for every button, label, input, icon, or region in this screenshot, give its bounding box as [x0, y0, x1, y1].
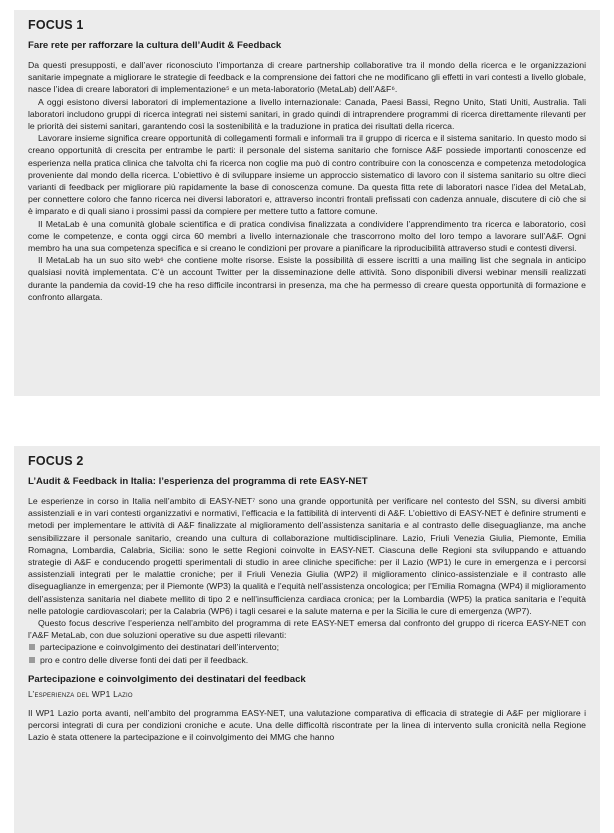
focus-1-paragraph: Lavorare insieme significa creare opportunità di collegamenti formali e informali tra il gruppo di ricerca e il sistema sanitario. In questo modo si creano opportunità di crescita per entrambe le parti: il personale del sistema sanitario che fornisce A&F possiede importanti conoscenze ed esperienza nella pratica clinica che talvolta chi fa ricerca non coglie ma può di contro contribuire con la conoscenza e competenza metodologica proveniente dal mondo della ricerca. L’obiettivo è di sviluppare insieme un approccio sistematico di lavoro con il sistema sanitario su oltre dieci varianti di feedback per migliorare più rapidamente la base di conoscenza comune. Da questa fitta rete di laboratori nasce l’idea del MetaLab, per connettere coloro che fanno ricerca nei diversi laboratori e, attraverso incontri frontali prefissati con cadenza annuale, discutere di ciò che si è imparato e di quali siano i prossimi passi da compiere per mettere tutto a fattore comune.	[28, 133, 586, 217]
focus-2-heading: FOCUS 2	[28, 454, 84, 468]
focus-1-paragraph: A oggi esistono diversi laboratori di implementazione a livello internazionale: Canada, Paesi Bassi, Regno Unito, Stati Uniti, Australia. Tali laboratori includono gruppi di ricerca integrati nei sistemi sanitari, in grado quindi di intraprendere programmi di ricerca direttamente rilevanti per le priorità dei sistemi sanitari, garantendo così la sostenibilità e la traduzione in pratica dei risultati della ricerca.	[28, 96, 586, 132]
focus-2-paragraph: Questo focus descrive l’esperienza nell’ambito del programma di rete EASY-NET emersa dal confronto del gruppo di ricerca EASY-NET con l’A&F MetaLab, con due soluzioni operative su due aspetti rilevanti:	[28, 618, 586, 641]
list-item-text: partecipazione e coinvolgimento dei destinatari dell’intervento;	[40, 642, 280, 653]
section-paragraph: Il WP1 Lazio porta avanti, nell’ambito del programma EASY-NET, una valutazione comparativa di efficacia di strategie di A&F per migliorare i percorsi integrati di cura per condizioni croniche e acute. Una delle difficoltà riscontrate per la linea di intervento sulla cronicità nella Regione Lazio è stata ottenere la partecipazione e il coinvolgimento dei MMG che hanno	[28, 707, 586, 743]
list-item	[28, 641, 586, 653]
focus-1-paragraph: Da questi presupposti, e dall’aver riconosciuto l’importanza di creare partnership collaborative tra il mondo della ricerca e le organizzazioni sanitarie impegnate a migliorare le strategie di feedback e la comprensione dei fattori che ne modificano gli effetti in vari contesti a livello globale, nasce l’idea di creare laboratori di implementazione⁵ e un meta-laboratorio (MetaLab) dell’A&F⁶.	[28, 60, 586, 95]
focus-1-box	[14, 10, 600, 396]
section-title: Partecipazione e coinvolgimento dei destinatari del feedback	[28, 673, 306, 685]
section-subtitle: L’esperienza del WP1 Lazio	[28, 688, 133, 699]
focus-2-paragraph: Le esperienze in corso in Italia nell’ambito di EASY-NET⁷ sono una grande opportunità per verificare nel contesto del SSN, su diversi ambiti assistenziali e in vari contesti organizzativi e normativi, l’efficacia e la fattibilità di interventi di A&F. L’obiettivo di EASY-NET è definire strumenti e metodi per implementare le attività di A&F finalizzate al miglioramento dell’assistenza sanitaria e al contrasto delle diseguaglianze, ma anche sensibilizzare il personale sanitario, creando una cultura di collaborazione multidisciplinare. Lazio, Friuli Venezia Giulia, Piemonte, Emilia Romagna, Lombardia, Calabria, Sicilia: sono le sette Regioni coinvolte in EASY-NET. Ciascuna delle Regioni sta sviluppando e attuando strategie di A&F e conducendo progetti sperimentali di studio in aree cliniche specifiche: per il Lazio (WP1) le cure in emergenza e i percorsi assistenziali integrati per le malattie croniche; per il Friuli Venezia Giulia (WP2) il miglioramento clinico-assistenziale e il contrasto alle diseguaglianze in emergenza; per il Piemonte (WP3) la qualità e l’equità nell’assistenza oncologica; per l’Emilia Romagna (WP4) il miglioramento dell’assistenza sanitaria nel diabete mellito di tipo 2 e nell’insufficienza cardiaca cronica; per la Lombardia (WP5) la pratica sanitaria e l’equità nelle patologie cardiovascolari; per la Calabria (WP6) i tagli cesarei e la salute materna e per la Sicilia le cure di emergenza (WP7).	[28, 496, 586, 616]
square-bullet-icon	[29, 657, 35, 663]
focus-2-box	[14, 446, 600, 833]
focus-2-bullet-list	[28, 641, 586, 665]
square-bullet-icon	[29, 644, 35, 650]
focus-1-subtitle: Fare rete per rafforzare la cultura dell’Audit & Feedback	[28, 40, 282, 51]
list-item	[28, 654, 586, 666]
focus-2-subtitle: L’Audit & Feedback in Italia: l’esperienza del programma di rete EASY-NET	[28, 476, 368, 487]
list-item-text: pro e contro delle diverse fonti dei dati per il feedback.	[40, 654, 249, 665]
focus-1-heading: FOCUS 1	[28, 18, 84, 32]
focus-1-paragraph: Il MetaLab è una comunità globale scientifica e di pratica condivisa finalizzata a condividere l’apprendimento tra ricerca e laboratorio, così come le competenze, e conta oggi circa 60 membri a livello internazionale che trascorrono molto del loro tempo a lavorare sull’A&F. Ogni membro ha una sua competenza specifica e si creano le condizioni per provare a pianificare la riproducibilità attraverso studi e contesti diversi.	[28, 218, 586, 254]
focus-1-paragraph: Il MetaLab ha un suo sito web⁶ che contiene molte risorse. Esiste la possibilità di essere iscritti a una mailing list che segnala in anticipo qualsiasi novità implementata. C’è un account Twitter per la disseminazione delle attività. Sono disponibili diversi webinar mensili realizzati durante la pandemia da covid-19 che ha reso difficile incontrarsi in presenza, ma che ha permesso di creare questa opportunità di formazione e confronto allargata.	[28, 255, 586, 302]
